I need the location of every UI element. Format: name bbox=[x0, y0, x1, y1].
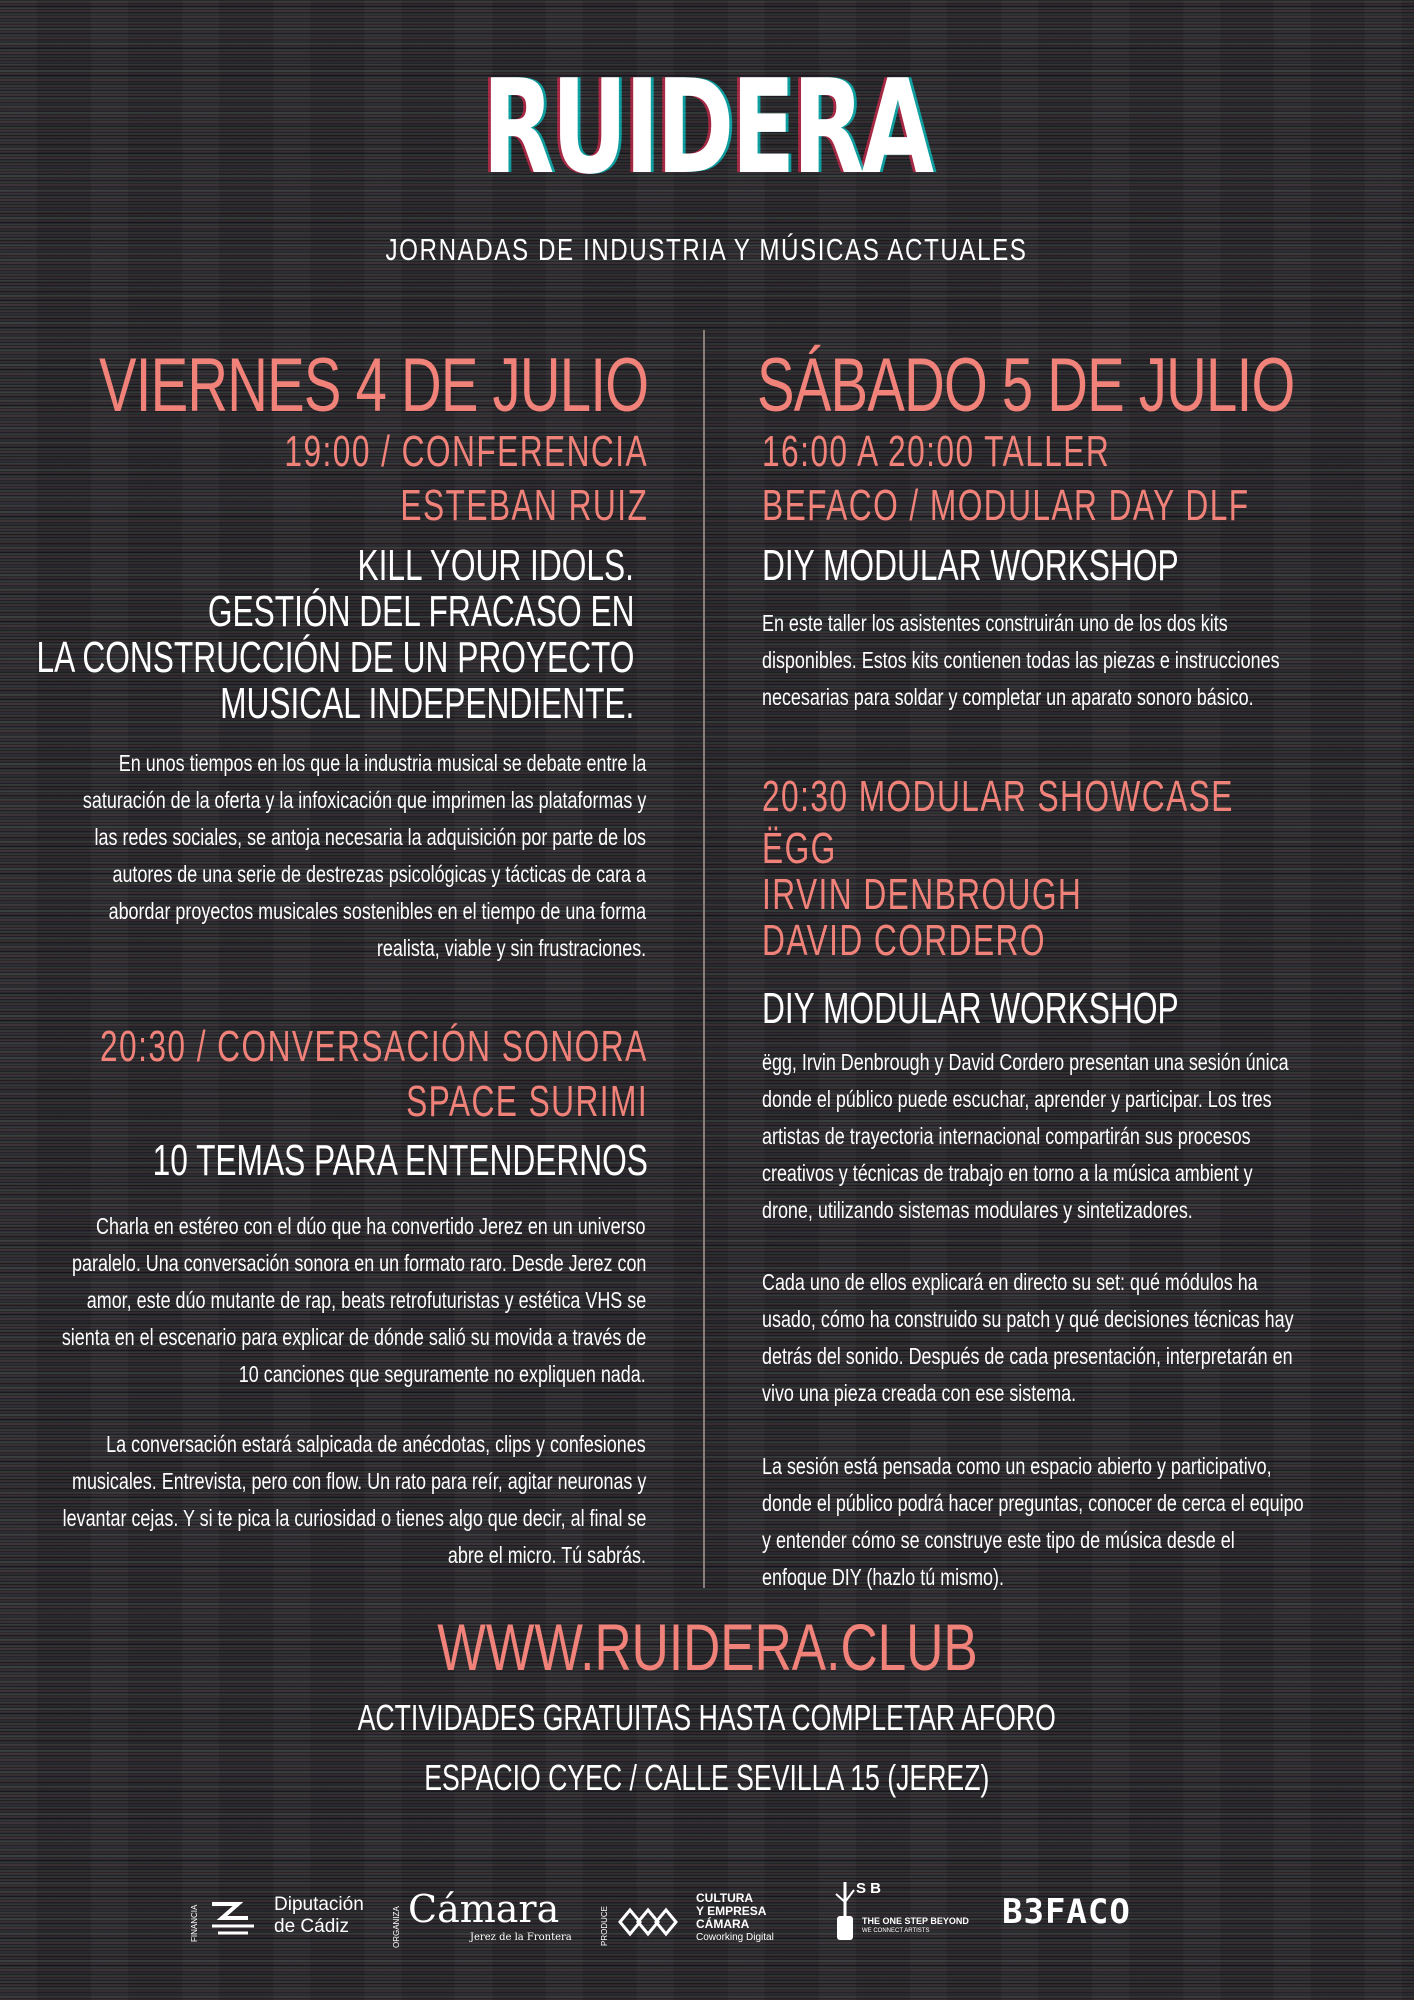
chevrons-icon bbox=[616, 1904, 688, 1940]
friday-conversation-description-1: Charla en estéreo con el dúo que ha convertido Jerez en un universo paralelo. Una conversación sonora en un formato raro. Desde Jerez con amor, este dúo mutante de rap, beats retrofuturistas y estética VHS se sienta en el escenario para explicar de dónde salió su movida a través de 10 canciones que seguramente no expliquen nada. bbox=[61, 1213, 646, 1387]
saturday-workshop-slot: 16:00 A 20:00 TALLER bbox=[762, 427, 1111, 476]
friday-conversation-speaker: SPACE SURIMI bbox=[405, 1077, 648, 1126]
organiza-label: ORGANIZA bbox=[392, 1906, 401, 1948]
cultura-emblem bbox=[616, 1904, 688, 1945]
saturday-showcase-artists: ËGG IRVIN DENBROUGH DAVID CORDERO bbox=[762, 824, 1083, 965]
subtitle: JORNADAS DE INDUSTRIA Y MÚSICAS ACTUALES bbox=[386, 232, 1028, 267]
column-divider bbox=[703, 330, 705, 1588]
saturday-showcase-description-1: ëgg, Irvin Denbrough y David Cordero presentan una sesión única donde el público puede escuchar, aprender y participar. Los tres artistas de trayectoria internacional compartirán sus procesos creativos y técnicas de trabajo en torno a la música ambient y drone, utilizando sistemas modulares y sintetizadores. bbox=[762, 1049, 1289, 1223]
sponsor-strip bbox=[0, 1880, 1414, 1960]
saturday-heading: SÁBADO 5 DE JULIO bbox=[757, 343, 1295, 428]
saturday-workshop-speaker: BEFACO / MODULAR DAY DLF bbox=[762, 481, 1250, 530]
osb-tag: WE CONNECT ARTISTS bbox=[862, 1928, 930, 1934]
camara-sub: Jerez de la Frontera bbox=[470, 1932, 572, 1943]
osb-letters: S B bbox=[856, 1880, 882, 1897]
friday-heading: VIERNES 4 DE JULIO bbox=[98, 343, 648, 428]
saturday-showcase-slot: 20:30 MODULAR SHOWCASE bbox=[762, 772, 1234, 821]
saturday-showcase-description-2: Cada uno de ellos explicará en directo su set: qué módulos ha usado, cómo ha construido su patch y qué decisiones técnicas hay detrás del sonido. Después de cada presentación, interpretarán en vivo una pieza creada con ese sistema. bbox=[762, 1269, 1294, 1406]
diputacion-text: Diputación de Cádiz bbox=[274, 1894, 364, 1937]
osb-name: THE ONE STEP BEYOND bbox=[862, 1916, 969, 1926]
friday-conversation-description-2: La conversación estará salpicada de anécdotas, clips y confesiones musicales. Entrevista, pero con flow. Un rato para reír, agitar neuronas y levantar cejas. Y si te pica la curiosidad o tienes algo que decir, al final se abre el micro. Tú sabrás. bbox=[62, 1431, 646, 1568]
saturday-showcase-title: DIY MODULAR WORKSHOP bbox=[762, 984, 1179, 1033]
friday-conference-speaker: ESTEBAN RUIZ bbox=[400, 481, 648, 530]
saturday-workshop-description: En este taller los asistentes construirán uno de los dos kits disponibles. Estos kits contienen todas las piezas e instrucciones necesarias para soldar y completar un aparato sonoro básico. bbox=[762, 610, 1280, 710]
friday-conference-description: En unos tiempos en los que la industria musical se debate entre la saturación de la oferta y la infoxicación que imprimen las plataformas y las redes sociales, se antoja necesaria la adquisición por parte de los autores de una serie de destrezas psicológicas y tácticas de cara a abordar proyectos musicales sostenibles en el tiempo de una forma realista, viable y sin frustraciones. bbox=[82, 750, 646, 961]
friday-conversation-slot: 20:30 / CONVERSACIÓN SONORA bbox=[100, 1022, 648, 1071]
befaco-logo: B3FACO bbox=[1002, 1892, 1131, 1932]
produce-label: PRODUCE bbox=[600, 1905, 609, 1946]
financia-label: FINANCIA bbox=[190, 1904, 199, 1942]
saturday-showcase-description-3: La sesión está pensada como un espacio abierto y participativo, donde el público podrá hacer preguntas, conocer de cerca el equipo y entender cómo se construye este tipo de música desde el enfoque DIY (hazlo tú mismo). bbox=[762, 1453, 1304, 1590]
website-link[interactable]: WWW.RUIDERA.CLUB bbox=[436, 1610, 978, 1684]
friday-conversation-title: 10 TEMAS PARA ENTENDERNOS bbox=[152, 1136, 648, 1185]
diputacion-logo bbox=[208, 1898, 258, 1943]
venue-address: ESPACIO CYEC / CALLE SEVILLA 15 (JEREZ) bbox=[424, 1757, 990, 1798]
friday-conference-title: KILL YOUR IDOLS. GESTIÓN DEL FRACASO EN LA CONSTRUCCIÓN DE UN PROYECTO MUSICAL INDEPENDIENTE. bbox=[36, 541, 634, 728]
friday-conference-slot: 19:00 / CONFERENCIA bbox=[284, 427, 648, 476]
camara-logo: Cámara bbox=[408, 1887, 560, 1931]
free-activities-notice: ACTIVIDADES GRATUITAS HASTA COMPLETAR AFORO bbox=[357, 1697, 1057, 1738]
cultura-text: CULTURA Y EMPRESA CÁMARA Coworking Digital bbox=[696, 1891, 774, 1943]
ruidera-logo: RUIDERA bbox=[482, 51, 932, 203]
diputacion-emblem-icon bbox=[208, 1898, 258, 1938]
saturday-workshop-title: DIY MODULAR WORKSHOP bbox=[762, 541, 1179, 590]
